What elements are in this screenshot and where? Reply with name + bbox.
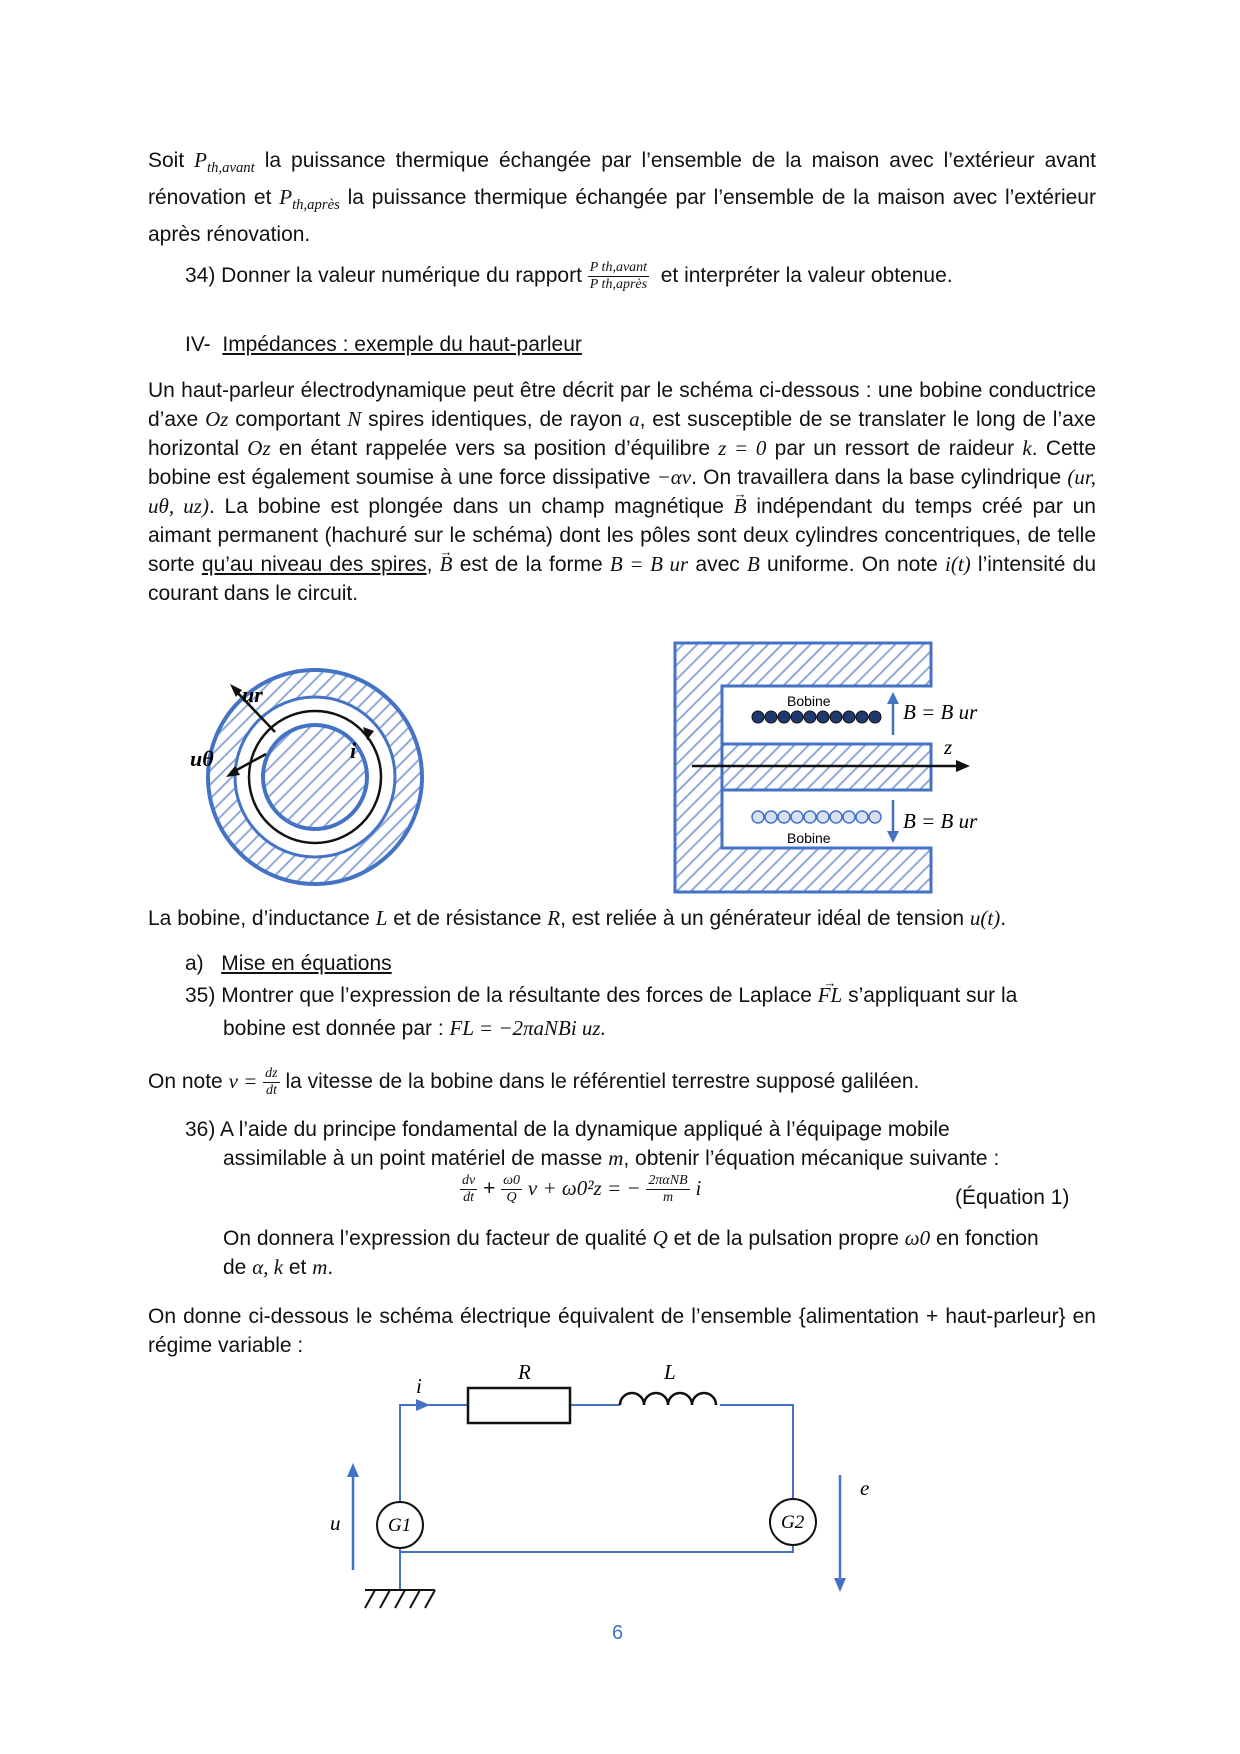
question-35-expression: bobine est donnée par : FL = −2πaNBi uz. [223, 1016, 606, 1040]
loudspeaker-section-figure [672, 640, 1112, 900]
resistor-R [468, 1388, 570, 1423]
equivalent-circuit [320, 1365, 890, 1625]
g2-label: G2 [781, 1512, 805, 1533]
b-top-label: B = B ur [903, 700, 978, 724]
question-36-line2: assimilable à un point matériel de masse m, obtenir l’équation mécanique suivante : [223, 1146, 1000, 1170]
question-36-line3: On donnera l’expression du facteur de qualité Q et de la pulsation propre ω0 en fonction [223, 1226, 1039, 1250]
inductor-L [620, 1393, 716, 1405]
l-label: L [664, 1365, 676, 1384]
question-35: 35) Montrer que l’expression de la résultante des forces de Laplace → FL s’appliquant sur la [185, 981, 1017, 1010]
paragraph-pth: Soit $P_{th,avant}$ la puissance thermique échangée par l’ensemble de la maison avec l’extérieur avant rénovation et $P_{th,après}$ la puissance thermique échangée par l’ensemble de la maison avec l’extérieur après rénovation. [148, 148, 1096, 247]
coil-top [752, 711, 881, 723]
question-36: 36) A l’aide du principe fondamental de la dynamique appliqué à l’équipage mobile [185, 1118, 950, 1141]
part-a-title: a) Mise en équations [185, 952, 392, 975]
u-label: u [330, 1511, 341, 1535]
i-circuit-label: i [416, 1374, 422, 1398]
utheta-label: uθ [190, 746, 214, 771]
z-label: z [944, 735, 953, 759]
intro-paragraph: Un haut-parleur électrodynamique peut être décrit par le schéma ci-dessous : une bobine conductrice d’axe Oz comportant N spires identiques, de rayon a, est susceptible de se translater le long de l’axe horizontal Oz en étant rappelée vers sa position d’équilibre z = 0 par un ressort de raideur k. Cette bobine est également soumise à une force dissipative −αv. On travaillera dans la base cylindrique (ur, uθ, uz). La bobine est plongée dans un champ magnétique → B indépendant du temps créé par un aimant permanent (hachuré sur le schéma) dont les pôles sont deux cylindres concentriques, de telle sorte qu’au niveau des spires, → B est de la forme B = B ur avec B uniforme. On note i(t) l’intensité du courant dans le circuit. [148, 376, 1096, 608]
question-34: 34) Donner la valeur numérique du rapport $\frac{\text{P th,avant}}{\text{P th,après}}$ et interpréter la valeur obtenue. [185, 260, 953, 292]
page-number: 6 [612, 1622, 624, 1644]
b-bottom-label: B = B ur [903, 809, 978, 833]
ground-symbol [365, 1590, 435, 1608]
circuit-intro: On donne ci-dessous le schéma électrique équivalent de l’ensemble {alimentation + haut-parleur} en régime variable : [148, 1305, 1096, 1357]
ur-label: ur [242, 682, 263, 707]
bobine-top-label: Bobine [787, 693, 831, 709]
equation-1-label: (Équation 1) [955, 1186, 1070, 1209]
coil-bottom [752, 811, 881, 823]
coil-cross-section-figure [190, 662, 470, 902]
bobine-bottom-label: Bobine [787, 830, 831, 846]
question-36-line4: de α, k et m. [223, 1255, 334, 1279]
ratio-fraction: $\frac{\text{P th,avant}}{\text{P th,après}}$ [589, 260, 648, 292]
g1-label: G1 [388, 1515, 412, 1536]
circuit-wires [400, 1405, 793, 1590]
i-label: i [350, 738, 357, 763]
equation-1: $\frac{dv}{dt}$ + $\frac{\omega 0}{Q}$ v + ω0²z = − $\frac{\text{2παNB}}{m}$ i [462, 1173, 702, 1205]
current-arrow-i [416, 1399, 430, 1411]
coil-description: La bobine, d’inductance L et de résistance R, est reliée à un générateur idéal de tension u(t). [148, 906, 1007, 930]
r-label: R [518, 1365, 531, 1384]
section-title: IV- Impédances : exemple du haut-parleur [185, 333, 582, 356]
velocity-definition: On note v = $\frac{dz}{dt}$ la vitesse de la bobine dans le référentiel terrestre supposé galiléen. [148, 1066, 920, 1098]
e-label: e [860, 1476, 870, 1500]
